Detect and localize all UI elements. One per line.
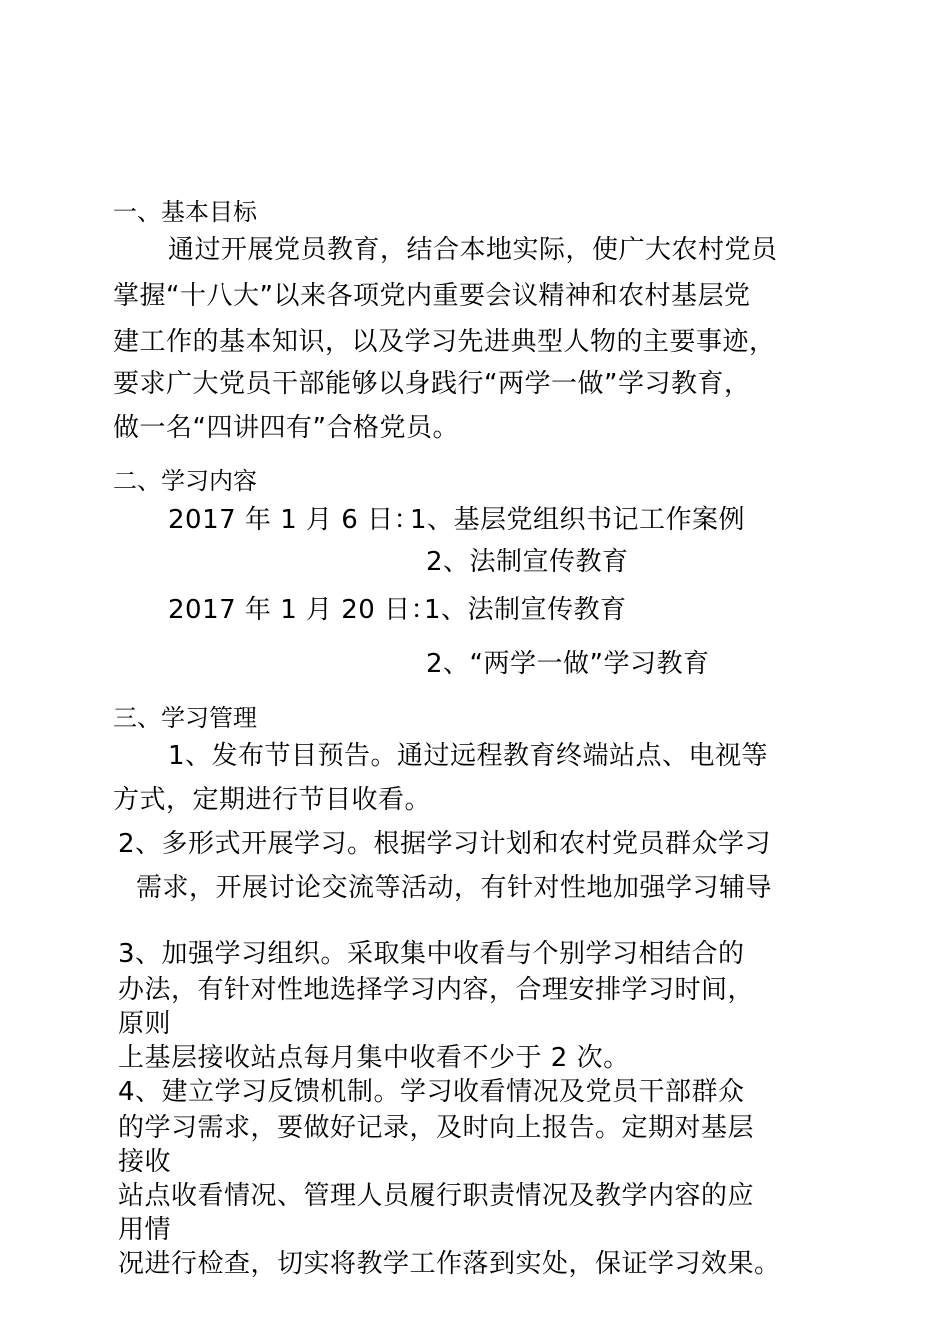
paragraph-line: 3、加强学习组织。采取集中收看与个别学习相结合的 bbox=[118, 939, 745, 969]
paragraph-line: 做一名“四讲四有”合格党员。 bbox=[113, 413, 459, 443]
schedule-date: 2017 年 1 月 6 日： bbox=[168, 505, 421, 535]
paragraph-line: 要求广大党员干部能够以身践行“两学一做”学习教育， bbox=[113, 369, 751, 399]
paragraph-line: 原则 bbox=[118, 1009, 172, 1039]
paragraph-line: 通过开展党员教育，结合本地实际，使广大农村党员 bbox=[168, 235, 778, 265]
paragraph-line: 接收 bbox=[118, 1147, 172, 1177]
section-heading-basic-goals: 一、基本目标 bbox=[113, 198, 257, 226]
paragraph-line: 1、发布节目预告。通过远程教育终端站点、电视等 bbox=[168, 741, 769, 771]
paragraph-line: 2、多形式开展学习。根据学习计划和农村党员群众学习 bbox=[118, 829, 772, 859]
paragraph-line: 站点收看情况、管理人员履行职责情况及教学内容的应 bbox=[118, 1181, 755, 1211]
paragraph-line: 的学习需求，要做好记录，及时向上报告。定期对基层 bbox=[118, 1113, 755, 1143]
paragraph-line: 用情 bbox=[118, 1215, 172, 1245]
schedule-item: 2、“两学一做”学习教育 bbox=[426, 649, 710, 679]
schedule-item: 2、法制宣传教育 bbox=[426, 547, 629, 577]
section-heading-study-management: 三、学习管理 bbox=[113, 704, 257, 732]
schedule-date: 2017 年 1 月 20 日： bbox=[168, 595, 438, 625]
paragraph-line: 4、建立学习反馈机制。学习收看情况及党员干部群众 bbox=[118, 1077, 745, 1107]
section-heading-study-content: 二、学习内容 bbox=[113, 467, 257, 495]
paragraph-line: 需求，开展讨论交流等活动，有针对性地加强学习辅导 bbox=[136, 873, 773, 903]
paragraph-line: 办法，有针对性地选择学习内容，合理安排学习时间， bbox=[118, 975, 755, 1005]
paragraph-line: 况进行检查，切实将教学工作落到实处，保证学习效果。 bbox=[118, 1249, 781, 1279]
schedule-item: 1、基层党组织书记工作案例 bbox=[410, 505, 746, 535]
schedule-item: 1、法制宣传教育 bbox=[424, 595, 627, 625]
paragraph-line: 上基层接收站点每月集中收看不少于 2 次。 bbox=[118, 1043, 630, 1073]
paragraph-line: 方式，定期进行节目收看。 bbox=[113, 785, 432, 815]
paragraph-line: 建工作的基本知识，以及学习先进典型人物的主要事迹， bbox=[113, 327, 776, 357]
paragraph-line: 掌握“十八大”以来各项党内重要会议精神和农村基层党 bbox=[113, 281, 751, 311]
